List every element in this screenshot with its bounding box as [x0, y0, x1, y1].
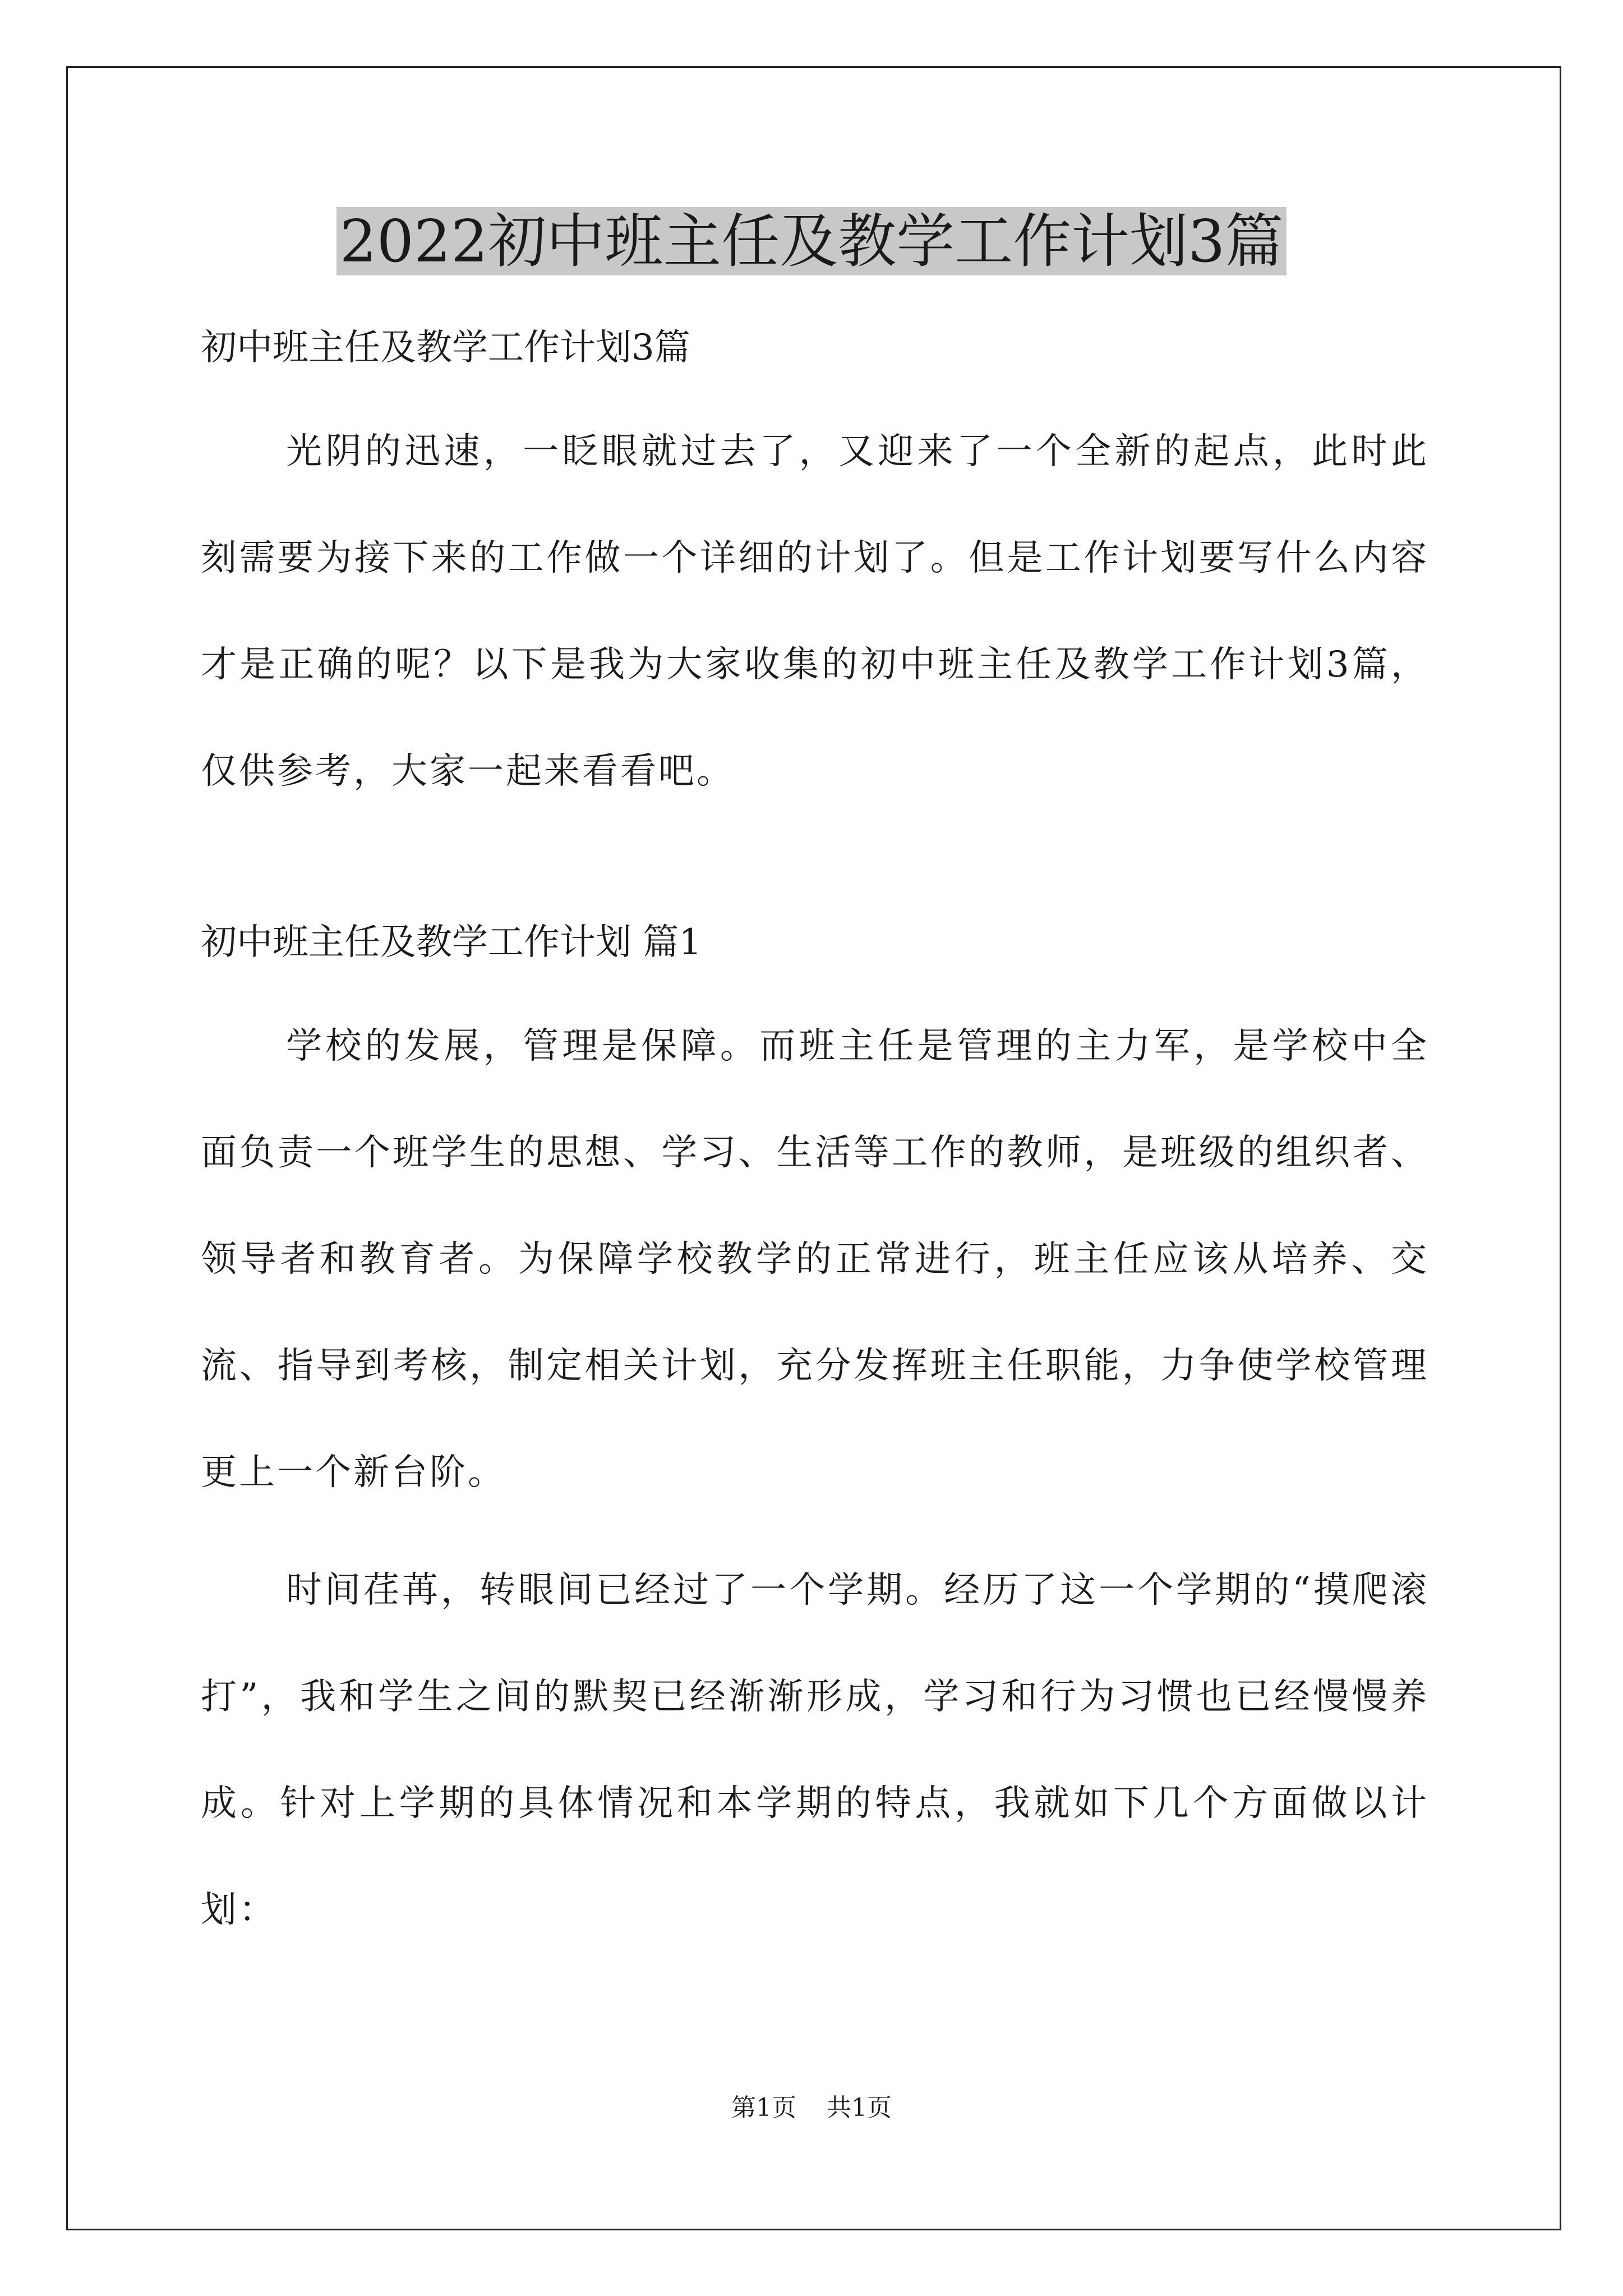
body-paragraph: 学校的发展，管理是保障。而班主任是管理的主力军，是学校中全面负责一个班学生的思想、学习、生活等工作的教师，是班级的组织者、领导者和教育者。为保障学校教学的正常进行，班主任应该从培养、交流、指导到考核，制定相关计划，充分发挥班主任职能，力争使学校管理更上一个新台阶。 — [201, 1025, 1429, 1493]
document-title — [0, 202, 1623, 280]
document-subtitle: 初中班主任及教学工作计划3篇 — [201, 327, 690, 369]
document-body — [201, 314, 1429, 1963]
page-total: 共1页 — [827, 2093, 892, 2122]
intro-paragraph: 光阴的迅速，一眨眼就过去了，又迎来了一个全新的起点，此时此刻需要为接下来的工作做一个详细的计划了。但是工作计划要写什么内容才是正确的呢？以下是我为大家收集的初中班主任及教学工作计划3篇，仅供参考，大家一起来看看吧。 — [201, 431, 1429, 792]
body-paragraph: 时间荏苒，转眼间已经过了一个学期。经历了这一个学期的“摸爬滚打”，我和学生之间的默契已经渐渐形成，学习和行为习惯也已经慢慢养成。针对上学期的具体情况和本学期的特点，我就如下几个方面做以计划： — [201, 1570, 1429, 1931]
document-title-text: 2022初中班主任及教学工作计划3篇 — [336, 207, 1287, 275]
section-heading: 初中班主任及教学工作计划 篇1 — [201, 922, 702, 963]
page-number: 第1页 — [731, 2093, 796, 2122]
page-footer — [0, 2091, 1623, 2125]
